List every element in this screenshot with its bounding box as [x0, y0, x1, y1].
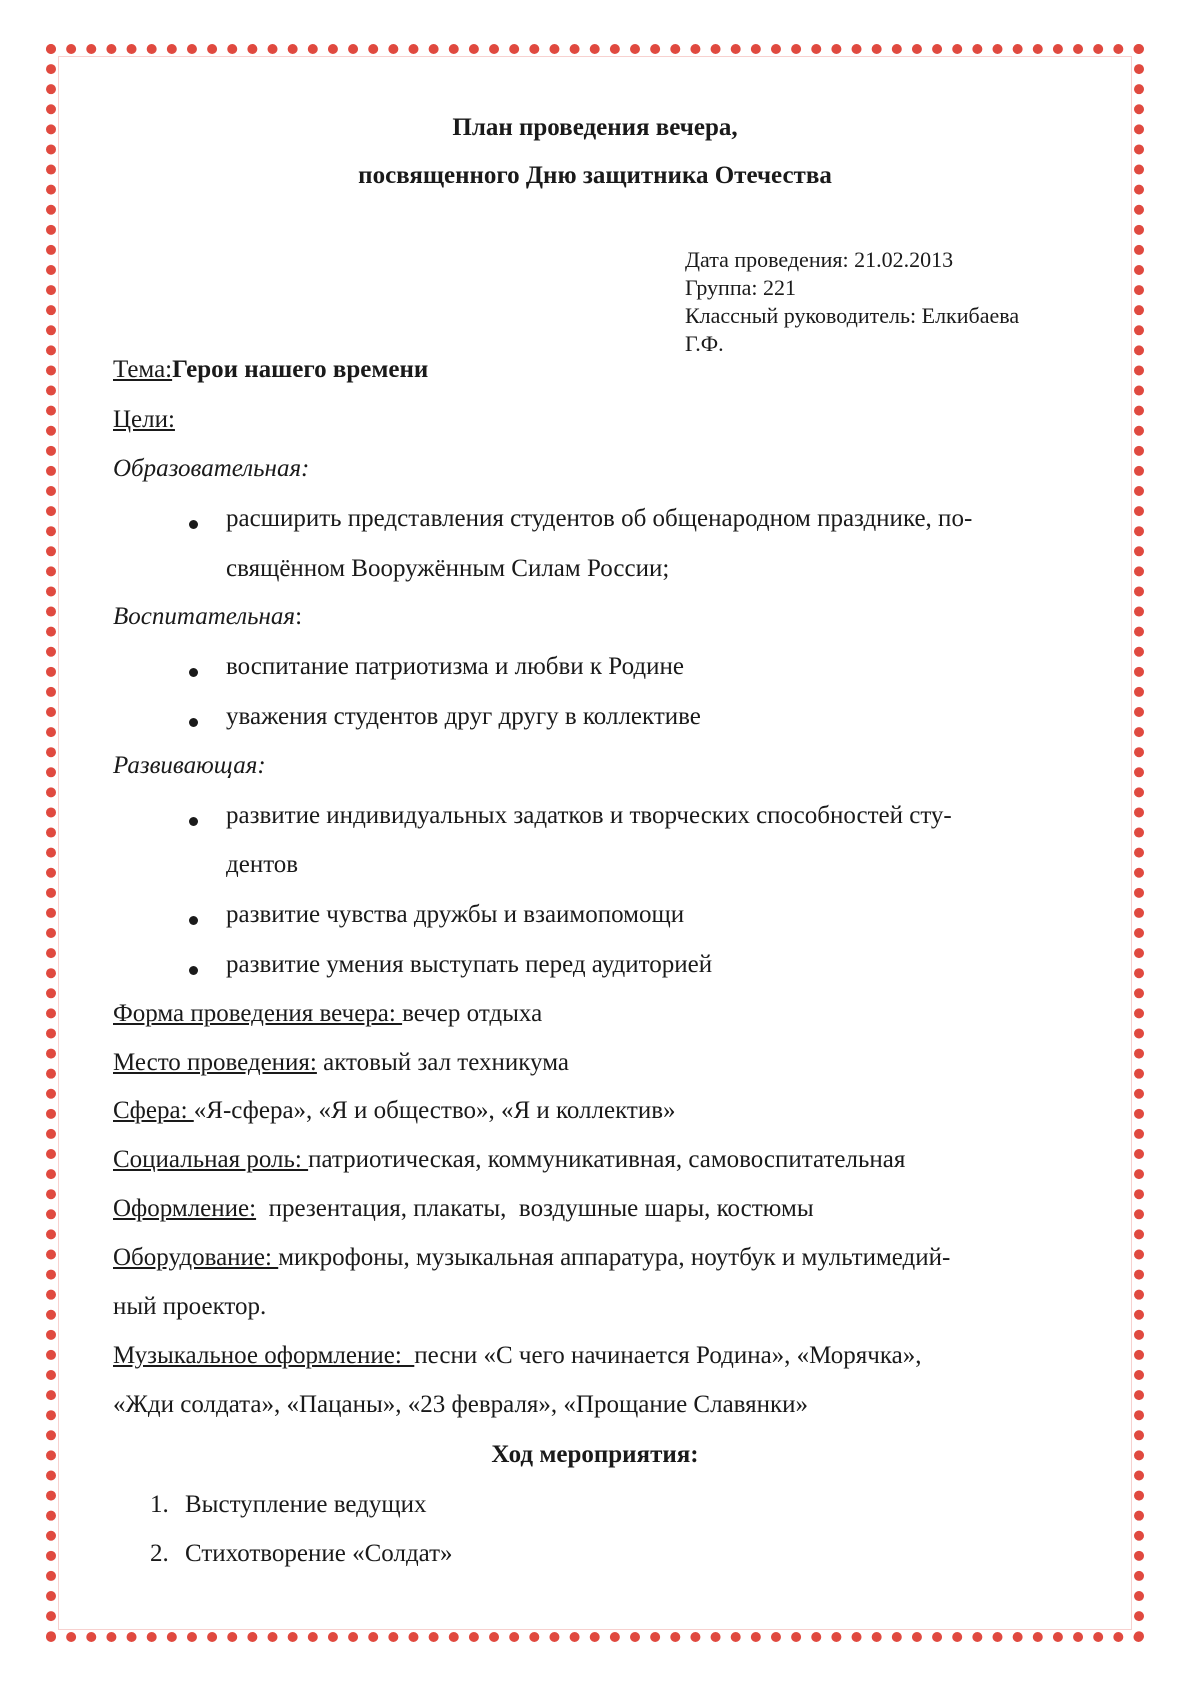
event-teacher-initials: Г.Ф. [685, 331, 724, 356]
field-decoration [113, 1195, 814, 1223]
goals-label: Цели: [113, 406, 175, 433]
bullet-dot [189, 966, 198, 975]
field-form [113, 1000, 542, 1028]
event-teacher: Классный руководитель: Елкибаева [685, 303, 1020, 328]
program-item: Выступление ведущих [185, 1491, 427, 1518]
field-label: Социальная роль: [113, 1146, 309, 1173]
upbringing-item: воспитание патриотизма и любви к Родине [226, 653, 684, 680]
program-heading: Ход мероприятия: [491, 1441, 699, 1468]
developing-item: развитие чувства дружбы и взаимопомощи [226, 901, 685, 928]
educational-label: Образовательная: [113, 455, 310, 482]
bullet-dot [189, 520, 198, 529]
developing-item-cont: дентов [226, 851, 299, 878]
upbringing-line [113, 603, 302, 631]
program-item-number: 1. [150, 1491, 169, 1518]
field-label: Форма проведения вечера: [113, 1000, 403, 1027]
bullet-dot [189, 916, 198, 925]
program-item-number: 2. [150, 1540, 169, 1567]
program-item: Стихотворение «Солдат» [185, 1540, 453, 1567]
field-equipment [113, 1244, 950, 1272]
field-value: патриотическая, коммуникативная, самовоспитательная [308, 1146, 906, 1173]
field-value: презентация, плакаты, воздушные шары, костюмы [256, 1195, 814, 1222]
upbringing-colon: : [295, 603, 303, 630]
event-group: Группа: 221 [685, 275, 796, 300]
developing-label: Развивающая: [113, 752, 266, 779]
field-sphere [113, 1097, 676, 1125]
document-title-line2: посвященного Дню защитника Отечества [358, 162, 832, 189]
educational-item: расширить представления студентов об общенародном празднике, по- [226, 505, 973, 532]
bullet-dot [189, 718, 198, 727]
field-music [113, 1342, 921, 1370]
field-value: вечер отдыха [402, 1000, 543, 1027]
event-meta [685, 246, 1085, 358]
field-label: Музыкальное оформление: [113, 1342, 415, 1369]
developing-item: развитие индивидуальных задатков и творческих способностей сту- [226, 802, 952, 829]
field-value: микрофоны, музыкальная аппаратура, ноутбук и мультимедий- [278, 1244, 951, 1271]
field-place [113, 1049, 569, 1077]
theme-line [113, 356, 428, 384]
field-label: Место проведения: [113, 1049, 317, 1076]
field-label: Оборудование: [113, 1244, 279, 1271]
bullet-dot [189, 817, 198, 826]
field-label: Оформление: [113, 1195, 257, 1222]
field-label: Сфера: [113, 1097, 194, 1124]
developing-item: развитие умения выступать перед аудиторией [226, 951, 713, 978]
field-value: «Я-сфера», «Я и общество», «Я и коллектив» [193, 1097, 676, 1124]
theme-label: Тема: [113, 356, 173, 383]
field-value: актовый зал техникума [316, 1049, 569, 1076]
field-music-cont: «Жди солдата», «Пацаны», «23 февраля», «Прощание Славянки» [113, 1391, 809, 1418]
field-social-role [113, 1146, 905, 1174]
document-title-line1: План проведения вечера, [452, 114, 738, 141]
upbringing-item: уважения студентов друг другу в коллективе [226, 703, 701, 730]
field-value: песни «С чего начинается Родина», «Морячка», [414, 1342, 922, 1369]
upbringing-label: Воспитательная [113, 603, 296, 630]
educational-item-cont: свящённом Вооружённым Силам России; [226, 555, 670, 582]
theme-value: Герои нашего времени [172, 356, 429, 383]
event-date: Дата проведения: 21.02.2013 [685, 247, 954, 272]
bullet-dot [189, 668, 198, 677]
field-equipment-cont: ный проектор. [113, 1293, 267, 1320]
